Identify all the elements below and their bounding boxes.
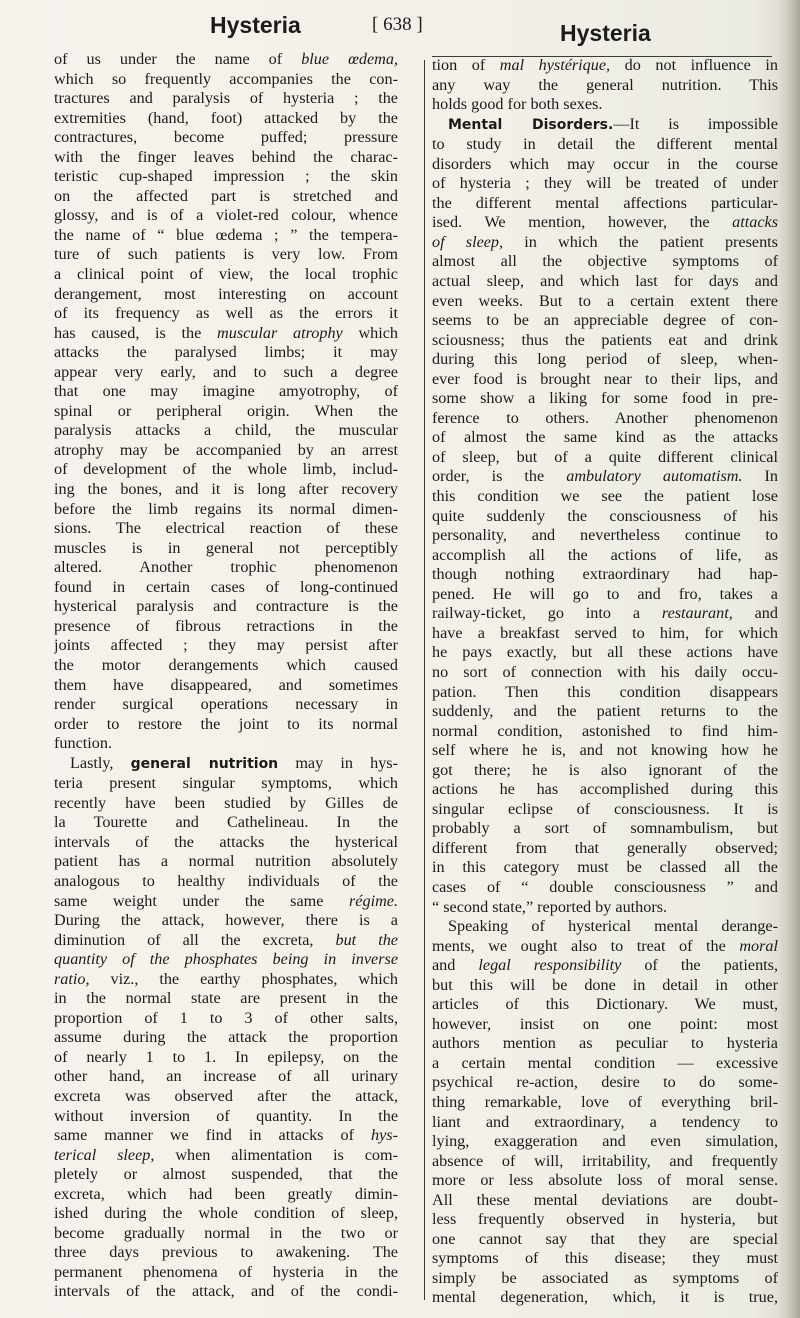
text-line: [54, 167, 398, 187]
text-line: [432, 1093, 778, 1113]
text-line: [432, 624, 778, 644]
text-run: may in hys-: [278, 753, 398, 772]
text-line: [432, 604, 778, 624]
text-line: [432, 722, 778, 742]
text-run: same weight under the same: [54, 891, 349, 910]
text-line: [432, 213, 778, 233]
text-run: recently have been studied by Gilles de: [54, 793, 398, 812]
text-run: seems to be an appreciable degree of con-: [432, 311, 778, 330]
text-line: [432, 1015, 778, 1035]
text-run: diminution of all the excreta,: [54, 930, 336, 949]
text-line: [432, 839, 778, 859]
text-line: [432, 800, 778, 820]
text-run: attacks the paralysed limbs; it may: [54, 343, 398, 362]
text-run: la Tourette and Cathelineau. In the: [54, 813, 398, 832]
text-run: the different mental affections particular-: [432, 193, 778, 212]
text-line: [54, 1204, 398, 1224]
text-line: [432, 252, 778, 272]
text-run: proportion of 1 to 3 of other salts,: [54, 1008, 398, 1027]
running-header: [0, 4, 800, 48]
section-lead: Mental Disorders.: [448, 116, 614, 133]
text-line: [54, 324, 398, 344]
text-line: [54, 813, 398, 833]
text-run: in the normal state are present in the: [54, 989, 398, 1008]
text-run: before the limb regains its normal dimen-: [54, 499, 398, 518]
text-line: [432, 1054, 778, 1074]
text-line: [432, 1269, 778, 1289]
italic-text: ambulatory automatism.: [566, 467, 743, 486]
text-run: he pays exactly, but all these actions have: [432, 643, 778, 662]
text-run: authors mention as peculiar to hysteria: [432, 1034, 778, 1053]
text-run: All these mental deviations are doubt-: [432, 1190, 778, 1209]
text-line: [432, 1191, 778, 1211]
text-run: patient has a normal nutrition absolutely: [54, 852, 398, 871]
text-line: [54, 597, 398, 617]
text-line: [432, 370, 778, 390]
text-line: [432, 917, 778, 937]
text-line: [54, 128, 398, 148]
italic-text: restaurant,: [661, 604, 733, 623]
text-run: of us under the name of: [54, 50, 302, 68]
text-run: teristic cup-shaped impression ; the skin: [54, 167, 398, 186]
text-line: [54, 1243, 398, 1263]
text-line: [54, 695, 398, 715]
page-edge-shadow: [778, 0, 800, 1318]
text-run: ished during the whole condition of sleep,: [54, 1204, 398, 1223]
text-line: [432, 1132, 778, 1152]
text-run: same manner we find in attacks of: [54, 1126, 372, 1145]
text-run: altered. Another trophic phenomenon: [54, 558, 398, 577]
text-line: [432, 135, 778, 155]
text-run: probably a sort of somnambulism, but: [432, 819, 778, 838]
text-line: [54, 734, 398, 754]
text-run: paralysis attacks a child, the muscular: [54, 421, 398, 440]
text-line: [432, 1073, 778, 1093]
text-run: spinal or peripheral origin. When the: [54, 401, 398, 420]
text-line: [54, 617, 398, 637]
text-run: when alimentation is com-: [154, 1145, 398, 1164]
italic-text: of sleep,: [432, 232, 504, 251]
header-title-left: Hysteria: [210, 12, 301, 38]
text-line: [432, 780, 778, 800]
text-run: mental degeneration, which, it is true,: [432, 1288, 778, 1307]
text-run: articles of this Dictionary. We must,: [432, 995, 778, 1014]
text-line: [432, 507, 778, 527]
text-run: Lastly,: [70, 753, 131, 772]
text-run: of sleep, but of a quite different clinical: [432, 447, 778, 466]
text-line: [54, 636, 398, 656]
text-run: presence of fibrous retractions in the: [54, 616, 398, 635]
text-line: [432, 702, 778, 722]
text-run: and: [732, 604, 778, 623]
text-line: [432, 409, 778, 429]
text-run: liant and extraordinary, a tendency to: [432, 1112, 778, 1131]
text-run: less frequently observed in hysteria, but: [432, 1210, 778, 1229]
italic-text: hys-: [371, 1126, 398, 1145]
text-run: during this long period of sleep, when-: [432, 350, 778, 369]
text-run: actual sleep, and which last for days and: [432, 272, 778, 291]
text-run: railway-ticket, go into a: [432, 604, 662, 623]
text-line: [54, 421, 398, 441]
text-run: do not influence in: [610, 56, 778, 74]
text-run: actions he has accomplished during this: [432, 780, 778, 799]
text-run: other hand, an increase of all urinary: [54, 1067, 398, 1086]
text-line: [54, 382, 398, 402]
text-run: quite suddenly the consciousness of his: [432, 506, 778, 525]
text-run: function.: [54, 734, 112, 753]
text-run: tion of: [432, 56, 500, 74]
text-line: [432, 350, 778, 370]
text-line: [54, 950, 398, 970]
text-line: [432, 1249, 778, 1269]
text-line: [432, 1113, 778, 1133]
text-run: ments, we ought also to treat of the: [432, 936, 740, 955]
text-line: [54, 558, 398, 578]
text-run: but this will be done in detail in other: [432, 975, 778, 994]
text-run: got there; he is also ignorant of the: [432, 760, 778, 779]
text-run: In: [742, 467, 778, 486]
text-run: tractures and paralysis of hysteria ; the: [54, 89, 398, 108]
text-line: [432, 1210, 778, 1230]
text-run: found in certain cases of long-continued: [54, 577, 398, 596]
text-line: [432, 448, 778, 468]
text-run: a certain mental condition — excessive: [432, 1053, 778, 1072]
text-line: [54, 480, 398, 500]
text-run: though nothing extraordinary had hap-: [432, 565, 778, 584]
text-run: ing the bones, and it is long after recovery: [54, 480, 398, 499]
text-line: [432, 272, 778, 292]
text-run: joints affected ; they may persist after: [54, 636, 398, 655]
text-line: [54, 460, 398, 480]
text-line: [54, 872, 398, 892]
text-line: [432, 194, 778, 214]
italic-text: legal responsibility: [478, 956, 622, 975]
text-run: glossy, and is of a violet-red colour, whence: [54, 206, 398, 225]
text-line: [432, 1230, 778, 1250]
text-line: [54, 1224, 398, 1244]
text-line: [432, 155, 778, 175]
text-run: muscles is in general not perceptibly: [54, 538, 398, 557]
text-line: [54, 441, 398, 461]
text-line: [54, 892, 398, 912]
text-run: thing remarkable, love of everything bril-: [432, 1092, 778, 1111]
text-line: [432, 428, 778, 448]
text-run: has caused, is the: [54, 323, 218, 342]
text-run: render surgical operations necessary in: [54, 695, 398, 714]
text-line: [54, 304, 398, 324]
text-run: pletely or almost suspended, that the: [54, 1165, 398, 1184]
text-run: personality, and nevertheless continue to: [432, 526, 778, 545]
text-line: [432, 311, 778, 331]
text-line: [54, 1087, 398, 1107]
text-line: [432, 976, 778, 996]
text-run: contractures, become puffed; pressure: [54, 128, 398, 147]
text-line: [432, 292, 778, 312]
text-run: viz., the earthy phosphates, which: [89, 969, 398, 988]
text-line: [54, 931, 398, 951]
text-run: which: [342, 323, 398, 342]
text-line: [54, 500, 398, 520]
text-run: them have disappeared, and sometimes: [54, 675, 398, 694]
text-line: [432, 174, 778, 194]
text-run: order, is the: [432, 467, 567, 486]
text-line: [54, 226, 398, 246]
text-run: one cannot say that they are special: [432, 1229, 778, 1248]
text-run: singular eclipse of consciousness. It is: [432, 799, 778, 818]
italic-text: attacks: [732, 213, 778, 232]
text-run: —It is impossible: [613, 114, 778, 133]
page-number: [ 638 ]: [372, 14, 423, 35]
text-line: [432, 389, 778, 409]
text-line: [54, 285, 398, 305]
text-line: [432, 467, 778, 487]
text-run: of development of the whole limb, includ-: [54, 460, 398, 479]
text-line: [54, 1146, 398, 1166]
text-run: in this category must be classed all the: [432, 858, 778, 877]
text-line: [54, 245, 398, 265]
text-line: [54, 148, 398, 168]
text-run: of nearly 1 to 1. In epilepsy, on the: [54, 1047, 398, 1066]
text-run: to study in detail the different mental: [432, 135, 778, 154]
text-run: intervals of the attacks the hysterical: [54, 832, 398, 851]
text-run: ture of such patients is very low. From: [54, 245, 398, 264]
header-title-right: Hysteria: [560, 20, 651, 46]
text-run: a clinical point of view, the local trophic: [54, 265, 398, 284]
text-run: of almost the same kind as the attacks: [432, 428, 778, 447]
text-run: “ second state,” reported by authors.: [432, 897, 668, 916]
text-run: and: [432, 956, 479, 975]
text-line: [54, 656, 398, 676]
text-line: [54, 754, 398, 775]
text-line: [432, 95, 778, 115]
text-run: teria present singular symptoms, which: [54, 774, 398, 793]
text-run: the motor derangements which caused: [54, 655, 398, 674]
text-line: [54, 363, 398, 383]
text-run: absence of will, irritability, and frequently: [432, 1151, 778, 1170]
text-line: [432, 1288, 778, 1308]
text-line: [432, 858, 778, 878]
text-line: [432, 995, 778, 1015]
text-run: the name of “ blue œdema ; ” the tempera-: [54, 225, 398, 244]
text-run: in which the patient presents: [503, 232, 778, 251]
text-run: accomplish all the actions of life, as: [432, 545, 778, 564]
text-line: [54, 774, 398, 794]
text-run: more or less absolute loss of moral sense.: [432, 1171, 778, 1190]
text-run: self where he is, and not knowing how he: [432, 741, 778, 760]
text-line: [54, 70, 398, 90]
text-run: pation. Then this condition disappears: [432, 682, 778, 701]
text-line: [432, 663, 778, 683]
text-line: [432, 956, 778, 976]
text-run: no sort of connection with his daily occu-: [432, 662, 778, 681]
left-column: [54, 50, 398, 1302]
text-line: [54, 1048, 398, 1068]
text-run: normal condition, astonished to find him-: [432, 721, 778, 740]
text-run: even weeks. But to a certain extent there: [432, 291, 778, 310]
text-run: pened. He will go to and fro, takes a: [432, 584, 778, 603]
text-line: [432, 819, 778, 839]
text-line: [432, 1152, 778, 1172]
text-run: analogous to healthy individuals of the: [54, 871, 398, 890]
text-run: excreta was observed after the attack,: [54, 1086, 398, 1105]
text-run: ference to others. Another phenomenon: [432, 408, 778, 427]
text-line: [432, 56, 778, 76]
text-line: [432, 761, 778, 781]
text-line: [54, 343, 398, 363]
text-line: [432, 331, 778, 351]
text-run: appear very early, and to such a degree: [54, 362, 398, 381]
text-run: ever food is brought near to their lips, and: [432, 369, 778, 388]
text-line: [432, 76, 778, 96]
text-line: [54, 265, 398, 285]
text-line: [54, 970, 398, 990]
text-run: psychical re-action, desire to do some-: [432, 1073, 778, 1092]
text-line: [432, 878, 778, 898]
text-run: Speaking of hysterical mental derange-: [448, 917, 778, 936]
text-run: derangement, most interesting on account: [54, 284, 398, 303]
text-run: order to restore the joint to its normal: [54, 714, 398, 733]
text-line: [54, 852, 398, 872]
column-divider: [424, 60, 425, 1300]
text-run: assume during the attack the proportion: [54, 1028, 398, 1047]
text-line: [432, 233, 778, 253]
text-run: however, insist on one point: most: [432, 1014, 778, 1033]
text-run: without inversion of quantity. In the: [54, 1106, 398, 1125]
text-run: During the attack, however, there is a: [54, 911, 398, 930]
text-run: sions. The electrical reaction of these: [54, 519, 398, 538]
text-line: [54, 89, 398, 109]
italic-text: but the: [335, 930, 398, 949]
text-line: [432, 937, 778, 957]
text-line: [54, 206, 398, 226]
text-line: [432, 487, 778, 507]
text-line: [54, 1185, 398, 1205]
text-run: atrophy may be accompanied by an arrest: [54, 440, 398, 459]
text-run: intervals of the attack, and of the condi-: [54, 1282, 398, 1301]
text-line: [54, 402, 398, 422]
text-run: ised. We mention, however, the: [432, 213, 733, 232]
text-run: permanent phenomena of hysteria in the: [54, 1262, 398, 1281]
text-run: hysterical paralysis and contracture is the: [54, 597, 398, 616]
text-line: [54, 519, 398, 539]
italic-text: moral: [739, 936, 778, 955]
text-line: [54, 1107, 398, 1127]
text-run: extremities (hand, foot) attacked by the: [54, 108, 398, 127]
text-line: [54, 539, 398, 559]
text-line: [432, 683, 778, 703]
text-line: [54, 578, 398, 598]
text-run: excreta, which had been greatly dimin-: [54, 1184, 398, 1203]
text-run: of the patients,: [621, 956, 778, 975]
text-line: [54, 1067, 398, 1087]
italic-text: quantity of the phosphates being in inverse: [54, 950, 398, 969]
text-line: [54, 989, 398, 1009]
text-run: cases of “ double consciousness ” and: [432, 877, 778, 896]
text-line: [54, 794, 398, 814]
text-line: [432, 585, 778, 605]
text-line: [54, 1263, 398, 1283]
text-line: [54, 1028, 398, 1048]
text-run: some show a liking for some food in pre-: [432, 389, 778, 408]
text-line: [54, 1282, 398, 1302]
italic-text: régime.: [349, 891, 398, 910]
text-line: [54, 1126, 398, 1146]
text-run: sciousness; thus the patients eat and drink: [432, 330, 778, 349]
text-line: [432, 115, 778, 136]
section-lead: general nutrition: [130, 755, 279, 772]
text-run: that one may imagine amyotrophy, of: [54, 382, 398, 401]
italic-text: blue œdema,: [301, 50, 398, 68]
text-run: of hysteria ; they will be treated of under: [432, 174, 778, 193]
italic-text: ratio,: [54, 969, 90, 988]
italic-text: mal hystérique,: [499, 56, 611, 74]
text-run: disorders which may occur in the course: [432, 154, 778, 173]
text-run: this condition we see the patient lose: [432, 487, 778, 506]
text-line: [54, 1165, 398, 1185]
text-line: [432, 526, 778, 546]
text-run: symptoms of this disease; they must: [432, 1249, 778, 1268]
text-line: [54, 50, 398, 70]
text-line: [54, 1009, 398, 1029]
text-line: [54, 676, 398, 696]
text-run: any way the general nutrition. This: [432, 75, 778, 94]
text-run: become gradually normal in the two or: [54, 1223, 398, 1242]
text-line: [432, 741, 778, 761]
text-line: [432, 565, 778, 585]
text-run: simply be associated as symptoms of: [432, 1268, 778, 1287]
text-run: with the finger leaves behind the charac-: [54, 147, 398, 166]
text-run: which so frequently accompanies the con-: [54, 69, 398, 88]
text-line: [432, 643, 778, 663]
text-line: [54, 833, 398, 853]
text-line: [54, 109, 398, 129]
right-column: [432, 56, 778, 1308]
text-line: [432, 1034, 778, 1054]
text-line: [432, 1171, 778, 1191]
text-run: holds good for both sexes.: [432, 95, 603, 114]
text-line: [54, 911, 398, 931]
text-line: [432, 546, 778, 566]
italic-text: terical sleep,: [54, 1145, 155, 1164]
italic-text: muscular atrophy: [217, 323, 343, 342]
text-line: [54, 187, 398, 207]
text-run: suddenly, and the patient returns to the: [432, 702, 778, 721]
text-run: of its frequency as well as the errors it: [54, 304, 398, 323]
text-run: on the affected part is stretched and: [54, 186, 398, 205]
text-line: [432, 898, 778, 918]
text-line: [54, 715, 398, 735]
text-run: different from that generally observed;: [432, 838, 778, 857]
text-run: have a breakfast served to him, for which: [432, 623, 778, 642]
text-run: three days previous to awakening. The: [54, 1243, 398, 1262]
text-run: lying, exaggeration and even simulation,: [432, 1132, 778, 1151]
text-run: almost all the objective symptoms of: [432, 252, 778, 271]
